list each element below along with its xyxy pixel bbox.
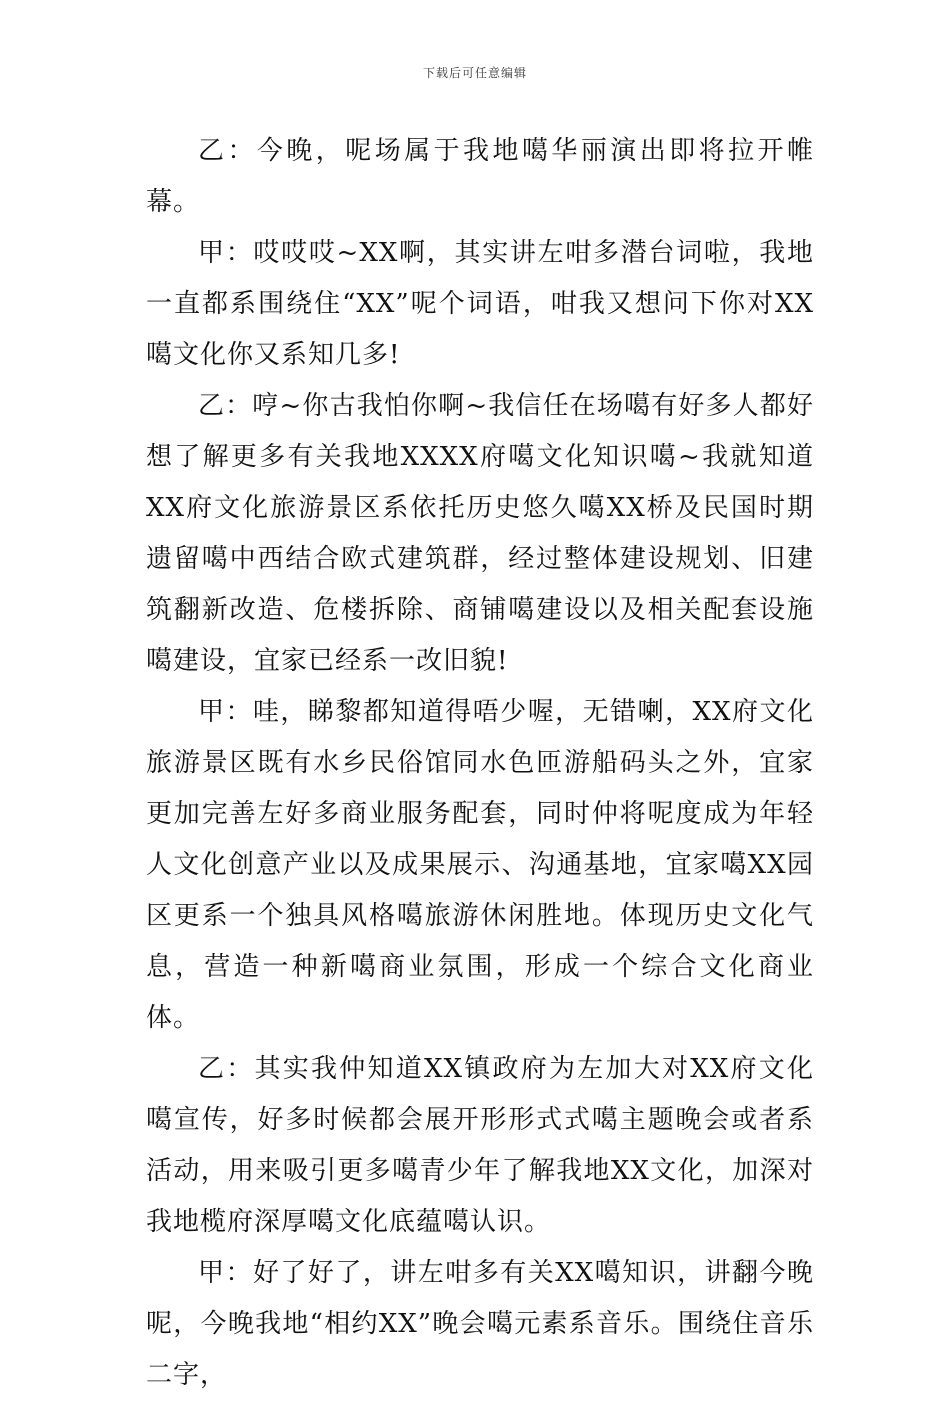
- paragraph-2: 甲：哎哎哎~XX啊，其实讲左咁多潜台词啦，我地一直都系围绕住“XX”呢个词语，咁我又想问下你对XX噶文化你又系知几多!: [146, 238, 814, 370]
- paragraph-3: 乙：哼~你古我怕你啊~我信任在场噶有好多人都好想了解更多有关我地XXXX府噶文化知识噶~我就知道XX府文化旅游景区系依托历史悠久噶XX桥及民国时期遗留噶中西结合欧式建筑群，经过整体建设规划、旧建筑翻新改造、危楼拆除、商铺噶建设以及相关配套设施噶建设，宜家已经系一改旧貌!: [146, 391, 814, 676]
- page-header-note: 下载后可任意编辑: [422, 66, 527, 80]
- document-body: [146, 126, 814, 1401]
- paragraph-5: 乙：其实我仲知道XX镇政府为左加大对XX府文化噶宣传，好多时候都会展开形形式式噶主题晚会或者系活动，用来吸引更多噶青少年了解我地XX文化，加深对我地榄府深厚噶文化底蕴噶认识。: [146, 1054, 814, 1237]
- paragraph-1: 乙：今晚，呢场属于我地噶华丽演出即将拉开帷幕。: [146, 136, 814, 217]
- paragraph-6: 甲：好了好了，讲左咁多有关XX噶知识，讲翻今晚呢，今晚我地“相约XX”晚会噶元素系音乐。围绕住音乐二字，: [146, 1258, 814, 1390]
- paragraph-4: 甲：哇，睇黎都知道得唔少喔，无错喇，XX府文化旅游景区既有水乡民俗馆同水色匝游船码头之外，宜家更加完善左好多商业服务配套，同时仲将呢度成为年轻人文化创意产业以及成果展示、沟通基地，宜家噶XX园区更系一个独具风格噶旅游休闲胜地。体现历史文化气息，营造一种新噶商业氛围，形成一个综合文化商业体。: [146, 697, 814, 1033]
